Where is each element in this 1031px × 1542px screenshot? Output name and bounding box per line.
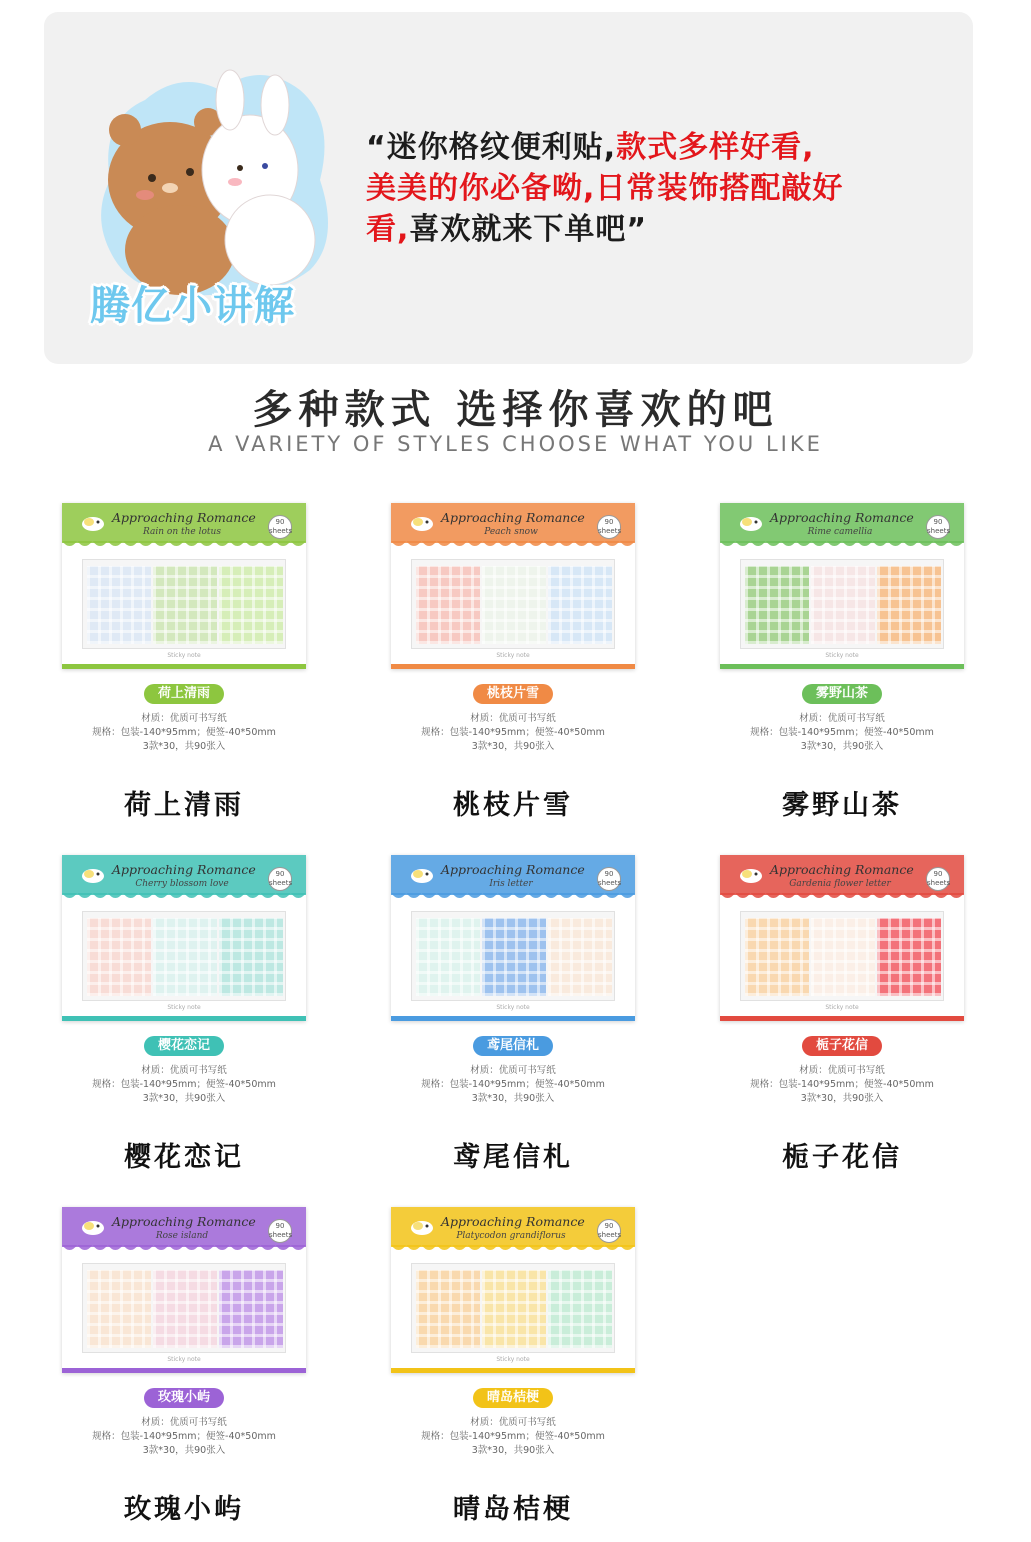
product-name-pill: 栀子花信: [802, 1036, 882, 1056]
sticky-note-pad: [416, 918, 480, 996]
product-package-image: [62, 855, 306, 1021]
intro-banner: [44, 12, 973, 364]
package-bottom-bar: [720, 1016, 964, 1021]
package-subtitle: Gardenia flower letter: [789, 879, 891, 889]
sheet-count-badge: [597, 1219, 621, 1243]
product-name-pill: 桃枝片雪: [473, 684, 553, 704]
badge-number: 90: [604, 1222, 614, 1230]
sticky-note-pad: [416, 566, 480, 644]
product-name-pill: 玫瑰小屿: [144, 1388, 224, 1408]
scallop-edge: [720, 893, 964, 903]
spec-material: 材质：优质可书写纸: [799, 1065, 885, 1076]
sticky-note-caption: Sticky note: [825, 1004, 859, 1011]
scallop-edge: [720, 541, 964, 551]
sticky-note-pad: [548, 1270, 612, 1348]
bird-icon: [80, 865, 106, 885]
spec-material: 材质：优质可书写纸: [141, 713, 227, 724]
package-brand: Approaching Romance: [112, 862, 256, 877]
spec-size: 规格：包装-140*95mm；便签-40*50mm: [92, 1431, 276, 1442]
sheet-count-badge: [268, 867, 292, 891]
spec-count: 3款*30，共90张入: [471, 1445, 555, 1456]
product-name-pill: 荷上清雨: [144, 684, 224, 704]
sticky-note-pad: [153, 918, 217, 996]
bird-icon: [80, 1217, 106, 1237]
sticky-note-caption: Sticky note: [825, 652, 859, 659]
package-brand: Approaching Romance: [770, 862, 914, 877]
badge-number: 90: [604, 870, 614, 878]
spec-count: 3款*30，共90张入: [142, 741, 226, 752]
quote-red-4: 看,: [366, 212, 410, 247]
quote-close: 喜欢就来下单吧”: [409, 212, 648, 247]
sticky-note-caption: Sticky note: [167, 1004, 201, 1011]
sticky-note-pad: [87, 918, 151, 996]
package-window: [411, 1263, 615, 1353]
package-window: [411, 911, 615, 1001]
package-brand: Approaching Romance: [112, 510, 256, 525]
package-bottom-bar: [62, 664, 306, 669]
spec-size: 规格：包装-140*95mm；便签-40*50mm: [421, 1431, 605, 1442]
package-brand: Approaching Romance: [441, 510, 585, 525]
product-name-pill: 晴岛桔梗: [473, 1388, 553, 1408]
sticky-note-pad: [548, 566, 612, 644]
sheet-count-badge: [597, 515, 621, 539]
spec-size: 规格：包装-140*95mm；便签-40*50mm: [421, 1079, 605, 1090]
sticky-note-pad: [482, 566, 546, 644]
sticky-note-pad: [548, 918, 612, 996]
package-brand: Approaching Romance: [441, 1214, 585, 1229]
package-brand: Approaching Romance: [441, 862, 585, 877]
section-heading: 多种款式 选择你喜欢的吧: [252, 387, 779, 433]
badge-unit: sheets: [269, 1231, 293, 1239]
spec-count: 3款*30，共90张入: [142, 1093, 226, 1104]
product-name: 栀子花信: [782, 1142, 902, 1173]
spec-count: 3款*30，共90张入: [142, 1445, 226, 1456]
spec-material: 材质：优质可书写纸: [141, 1417, 227, 1428]
package-window: [82, 559, 286, 649]
package-bottom-bar: [391, 664, 635, 669]
badge-number: 90: [275, 1222, 285, 1230]
sheet-count-badge: [597, 867, 621, 891]
product-package-image: [391, 1207, 635, 1373]
sticky-note-caption: Sticky note: [496, 652, 530, 659]
sheet-count-badge: [926, 515, 950, 539]
sticky-note-caption: Sticky note: [496, 1356, 530, 1363]
package-window: [740, 911, 944, 1001]
package-window: [740, 559, 944, 649]
product-package-image: [391, 503, 635, 669]
package-bottom-bar: [62, 1016, 306, 1021]
product-name: 雾野山茶: [782, 790, 902, 821]
product-card[interactable]: [62, 855, 306, 1173]
product-card[interactable]: [720, 503, 964, 821]
sticky-note-caption: Sticky note: [167, 1356, 201, 1363]
product-card[interactable]: [720, 855, 964, 1173]
sticky-note-pad: [482, 918, 546, 996]
section-subheading: A VARIETY OF STYLES CHOOSE WHAT YOU LIKE: [208, 432, 823, 456]
bird-icon: [409, 1217, 435, 1237]
sticky-note-caption: Sticky note: [496, 1004, 530, 1011]
sticky-note-pad: [745, 566, 809, 644]
sticky-note-pad: [219, 1270, 283, 1348]
package-subtitle: Platycodon grandiflorus: [456, 1231, 566, 1241]
sticky-note-pad: [482, 1270, 546, 1348]
package-subtitle: Peach snow: [484, 527, 538, 537]
sticky-note-pad: [811, 566, 875, 644]
badge-number: 90: [933, 518, 943, 526]
spec-count: 3款*30，共90张入: [471, 741, 555, 752]
sticky-note-pad: [87, 1270, 151, 1348]
product-card[interactable]: [391, 503, 635, 821]
sticky-note-pad: [153, 1270, 217, 1348]
product-card[interactable]: [62, 503, 306, 821]
package-bottom-bar: [720, 664, 964, 669]
badge-unit: sheets: [598, 1231, 622, 1239]
package-bottom-bar: [391, 1016, 635, 1021]
badge-unit: sheets: [269, 527, 293, 535]
sticky-note-pad: [745, 918, 809, 996]
spec-size: 规格：包装-140*95mm；便签-40*50mm: [92, 727, 276, 738]
product-card[interactable]: [391, 855, 635, 1173]
package-subtitle: Iris letter: [489, 879, 533, 889]
sticky-note-pad: [219, 918, 283, 996]
spec-material: 材质：优质可书写纸: [470, 1417, 556, 1428]
product-name: 桃枝片雪: [453, 790, 573, 821]
spec-material: 材质：优质可书写纸: [799, 713, 885, 724]
package-window: [411, 559, 615, 649]
package-window: [82, 911, 286, 1001]
scallop-edge: [391, 893, 635, 903]
spec-material: 材质：优质可书写纸: [470, 1065, 556, 1076]
product-name-pill: 鸢尾信札: [473, 1036, 553, 1056]
scallop-edge: [62, 541, 306, 551]
package-subtitle: Rime camellia: [807, 527, 873, 537]
product-package-image: [62, 1207, 306, 1373]
scallop-edge: [391, 1245, 635, 1255]
sticky-note-pad: [877, 566, 941, 644]
sheet-count-badge: [926, 867, 950, 891]
package-subtitle: Rain on the lotus: [143, 527, 221, 537]
product-name: 荷上清雨: [124, 790, 244, 821]
package-subtitle: Rose island: [155, 1231, 209, 1241]
product-name: 鸢尾信札: [453, 1142, 573, 1173]
sticky-note-pad: [877, 918, 941, 996]
product-package-image: [720, 855, 964, 1021]
sticky-note-caption: Sticky note: [167, 652, 201, 659]
badge-unit: sheets: [598, 527, 622, 535]
bird-icon: [738, 513, 764, 533]
package-brand: Approaching Romance: [770, 510, 914, 525]
product-package-image: [62, 503, 306, 669]
product-card[interactable]: [391, 1207, 635, 1525]
spec-material: 材质：优质可书写纸: [470, 713, 556, 724]
spec-count: 3款*30，共90张入: [471, 1093, 555, 1104]
badge-unit: sheets: [927, 527, 951, 535]
badge-number: 90: [275, 518, 285, 526]
product-name: 晴岛桔梗: [453, 1494, 573, 1525]
product-name: 玫瑰小屿: [124, 1494, 244, 1525]
badge-number: 90: [933, 870, 943, 878]
quote-open: “迷你格纹便利贴,: [366, 130, 617, 165]
bird-icon: [738, 865, 764, 885]
bird-icon: [409, 865, 435, 885]
package-bottom-bar: [391, 1368, 635, 1373]
sticky-note-pad: [219, 566, 283, 644]
scallop-edge: [391, 541, 635, 551]
badge-unit: sheets: [269, 879, 293, 887]
spec-count: 3款*30，共90张入: [800, 1093, 884, 1104]
product-package-image: [391, 855, 635, 1021]
sticky-note-pad: [416, 1270, 480, 1348]
spec-size: 规格：包装-140*95mm；便签-40*50mm: [750, 1079, 934, 1090]
spec-size: 规格：包装-140*95mm；便签-40*50mm: [92, 1079, 276, 1090]
bird-icon: [80, 513, 106, 533]
product-name-pill: 樱花恋记: [144, 1036, 224, 1056]
package-brand: Approaching Romance: [112, 1214, 256, 1229]
spec-material: 材质：优质可书写纸: [141, 1065, 227, 1076]
product-name-pill: 雾野山茶: [802, 684, 882, 704]
scallop-edge: [62, 1245, 306, 1255]
spec-size: 规格：包装-140*95mm；便签-40*50mm: [421, 727, 605, 738]
spec-size: 规格：包装-140*95mm；便签-40*50mm: [750, 727, 934, 738]
intro-quote: [366, 127, 966, 250]
quote-red-2: 美美的你必备呦,: [366, 171, 596, 206]
quote-red-3: 日常装饰搭配敲好: [595, 171, 844, 206]
badge-unit: sheets: [598, 879, 622, 887]
sticky-note-pad: [153, 566, 217, 644]
scallop-edge: [62, 893, 306, 903]
package-window: [82, 1263, 286, 1353]
bird-icon: [409, 513, 435, 533]
sticky-note-pad: [811, 918, 875, 996]
mascot-label: 腾亿小讲解: [90, 283, 295, 329]
badge-number: 90: [604, 518, 614, 526]
product-card[interactable]: [62, 1207, 306, 1525]
sticky-note-pad: [87, 566, 151, 644]
package-bottom-bar: [62, 1368, 306, 1373]
product-name: 樱花恋记: [124, 1142, 244, 1173]
package-subtitle: Cherry blossom love: [135, 879, 229, 889]
badge-unit: sheets: [927, 879, 951, 887]
spec-count: 3款*30，共90张入: [800, 741, 884, 752]
product-package-image: [720, 503, 964, 669]
sheet-count-badge: [268, 1219, 292, 1243]
quote-red-1: 款式多样好看,: [616, 130, 815, 165]
sheet-count-badge: [268, 515, 292, 539]
badge-number: 90: [275, 870, 285, 878]
